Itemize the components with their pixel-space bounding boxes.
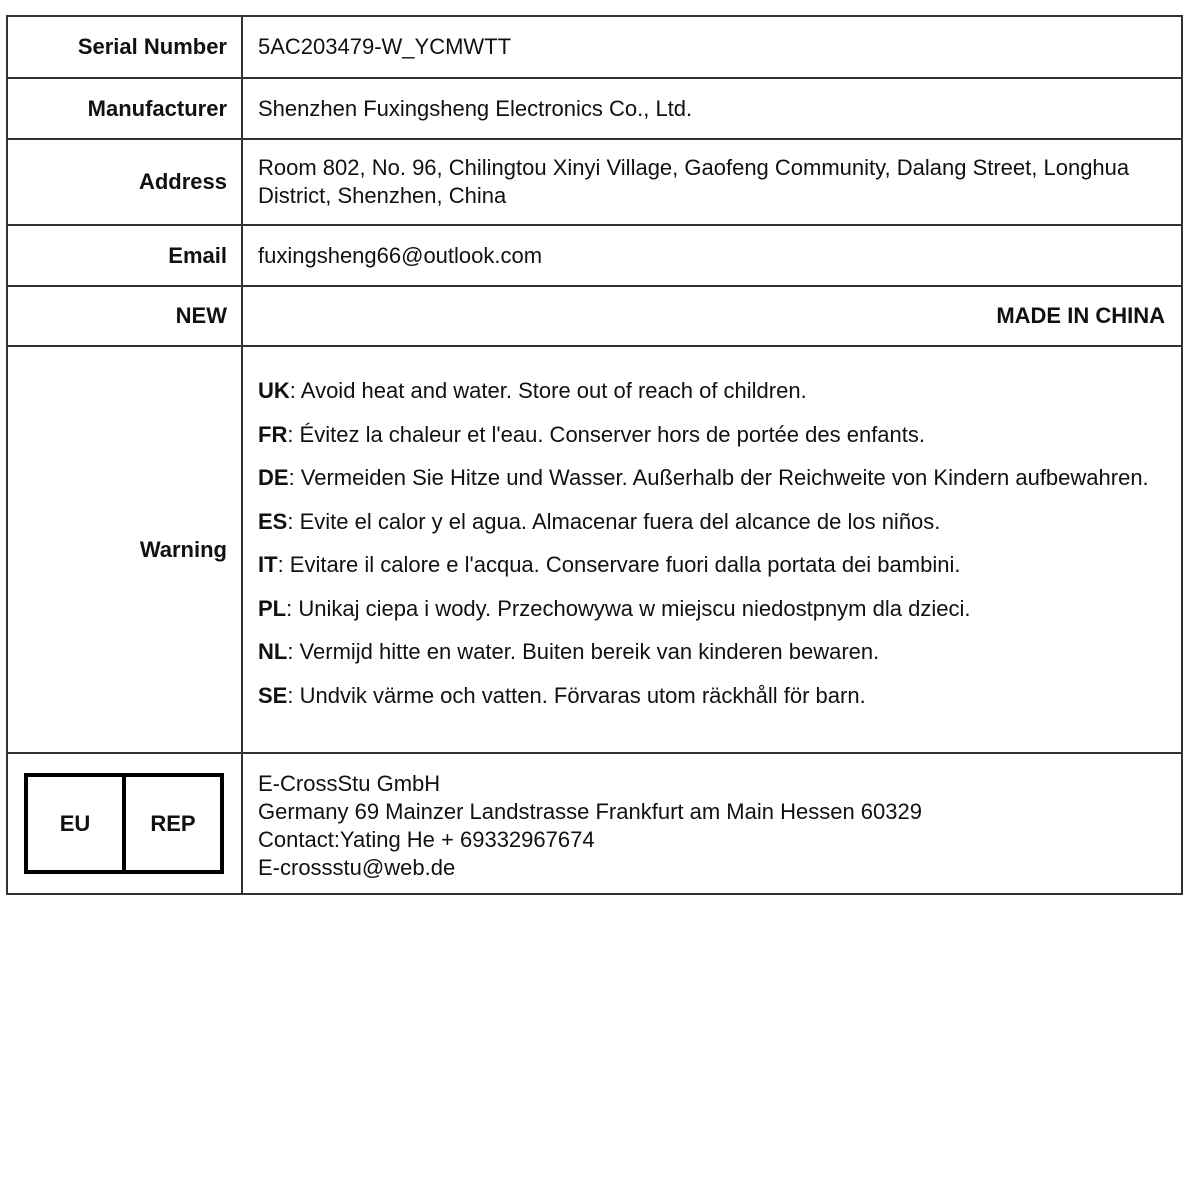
- warning-item: [258, 464, 1165, 492]
- language-code: ES: [258, 508, 288, 534]
- warning-text: : Evite el calor y el agua. Almacenar fuera del alcance de los niños.: [287, 508, 941, 534]
- email-label: Email: [8, 226, 243, 285]
- email-row: [8, 224, 1181, 285]
- warning-text: : Évitez la chaleur et l'eau. Conserver hors de portée des enfants.: [287, 421, 925, 447]
- address-row: [8, 138, 1181, 224]
- warning-row: [8, 345, 1181, 752]
- serial-number-value: 5AC203479-W_YCMWTT: [258, 34, 512, 59]
- warning-item: [258, 682, 1165, 710]
- warning-item: [258, 508, 1165, 536]
- warning-text: : Unikaj ciepa i wody. Przechowywa w miejscu niedostpnym dla dzieci.: [286, 595, 971, 621]
- warning-item: [258, 595, 1165, 623]
- warning-item: [258, 551, 1165, 579]
- language-code: PL: [258, 595, 287, 621]
- warning-item: [258, 377, 1165, 405]
- manufacturer-value: Shenzhen Fuxingsheng Electronics Co., Ltd.: [258, 95, 693, 121]
- language-code: UK: [258, 378, 290, 403]
- serial-number-row: [8, 17, 1181, 77]
- eu-rep-symbol-icon: [24, 773, 224, 874]
- warning-item: [258, 638, 1165, 666]
- eu-rep-row: [8, 752, 1181, 893]
- language-code: IT: [258, 552, 278, 577]
- warning-text: : Evitare il calore e l'acqua. Conservare fuori dalla portata dei bambini.: [277, 552, 961, 577]
- language-code: NL: [258, 639, 288, 664]
- eu-rep-contact: Contact:Yating He + 69332967674: [258, 827, 595, 852]
- rep-symbol-text: REP: [150, 810, 196, 836]
- eu-symbol-text: EU: [28, 777, 126, 870]
- warning-text: : Undvik värme och vatten. Förvaras utom räckhåll för barn.: [287, 682, 866, 708]
- condition-label: NEW: [8, 287, 243, 345]
- origin-value: MADE IN CHINA: [996, 303, 1165, 328]
- warning-item: [258, 421, 1165, 449]
- product-info-table: [6, 15, 1183, 895]
- eu-rep-symbol-cell: [8, 754, 243, 893]
- language-code: FR: [258, 421, 288, 447]
- serial-number-label: Serial Number: [8, 17, 243, 77]
- address-value: Room 802, No. 96, Chilingtou Xinyi Village, Gaofeng Community, Dalang Street, Longhua District, Shenzhen, China: [258, 155, 1130, 208]
- manufacturer-label: Manufacturer: [8, 79, 243, 138]
- eu-rep-details: [243, 754, 1181, 893]
- eu-rep-email: E-crossstu@web.de: [258, 855, 456, 880]
- address-label: Address: [8, 140, 243, 224]
- language-code: SE: [258, 682, 288, 708]
- eu-rep-address: Germany 69 Mainzer Landstrasse Frankfurt am Main Hessen 60329: [258, 799, 922, 824]
- warning-text: : Vermijd hitte en water. Buiten bereik van kinderen bewaren.: [287, 639, 880, 664]
- manufacturer-row: [8, 77, 1181, 138]
- condition-row: [8, 285, 1181, 345]
- email-value: fuxingsheng66@outlook.com: [258, 242, 543, 268]
- warning-label: Warning: [8, 347, 243, 752]
- warning-list: [243, 347, 1181, 752]
- warning-text: : Vermeiden Sie Hitze und Wasser. Außerhalb der Reichweite von Kindern aufbewahren.: [288, 465, 1149, 490]
- eu-rep-company: E-CrossStu GmbH: [258, 771, 441, 796]
- language-code: DE: [258, 465, 289, 490]
- warning-text: : Avoid heat and water. Store out of reach of children.: [289, 378, 807, 403]
